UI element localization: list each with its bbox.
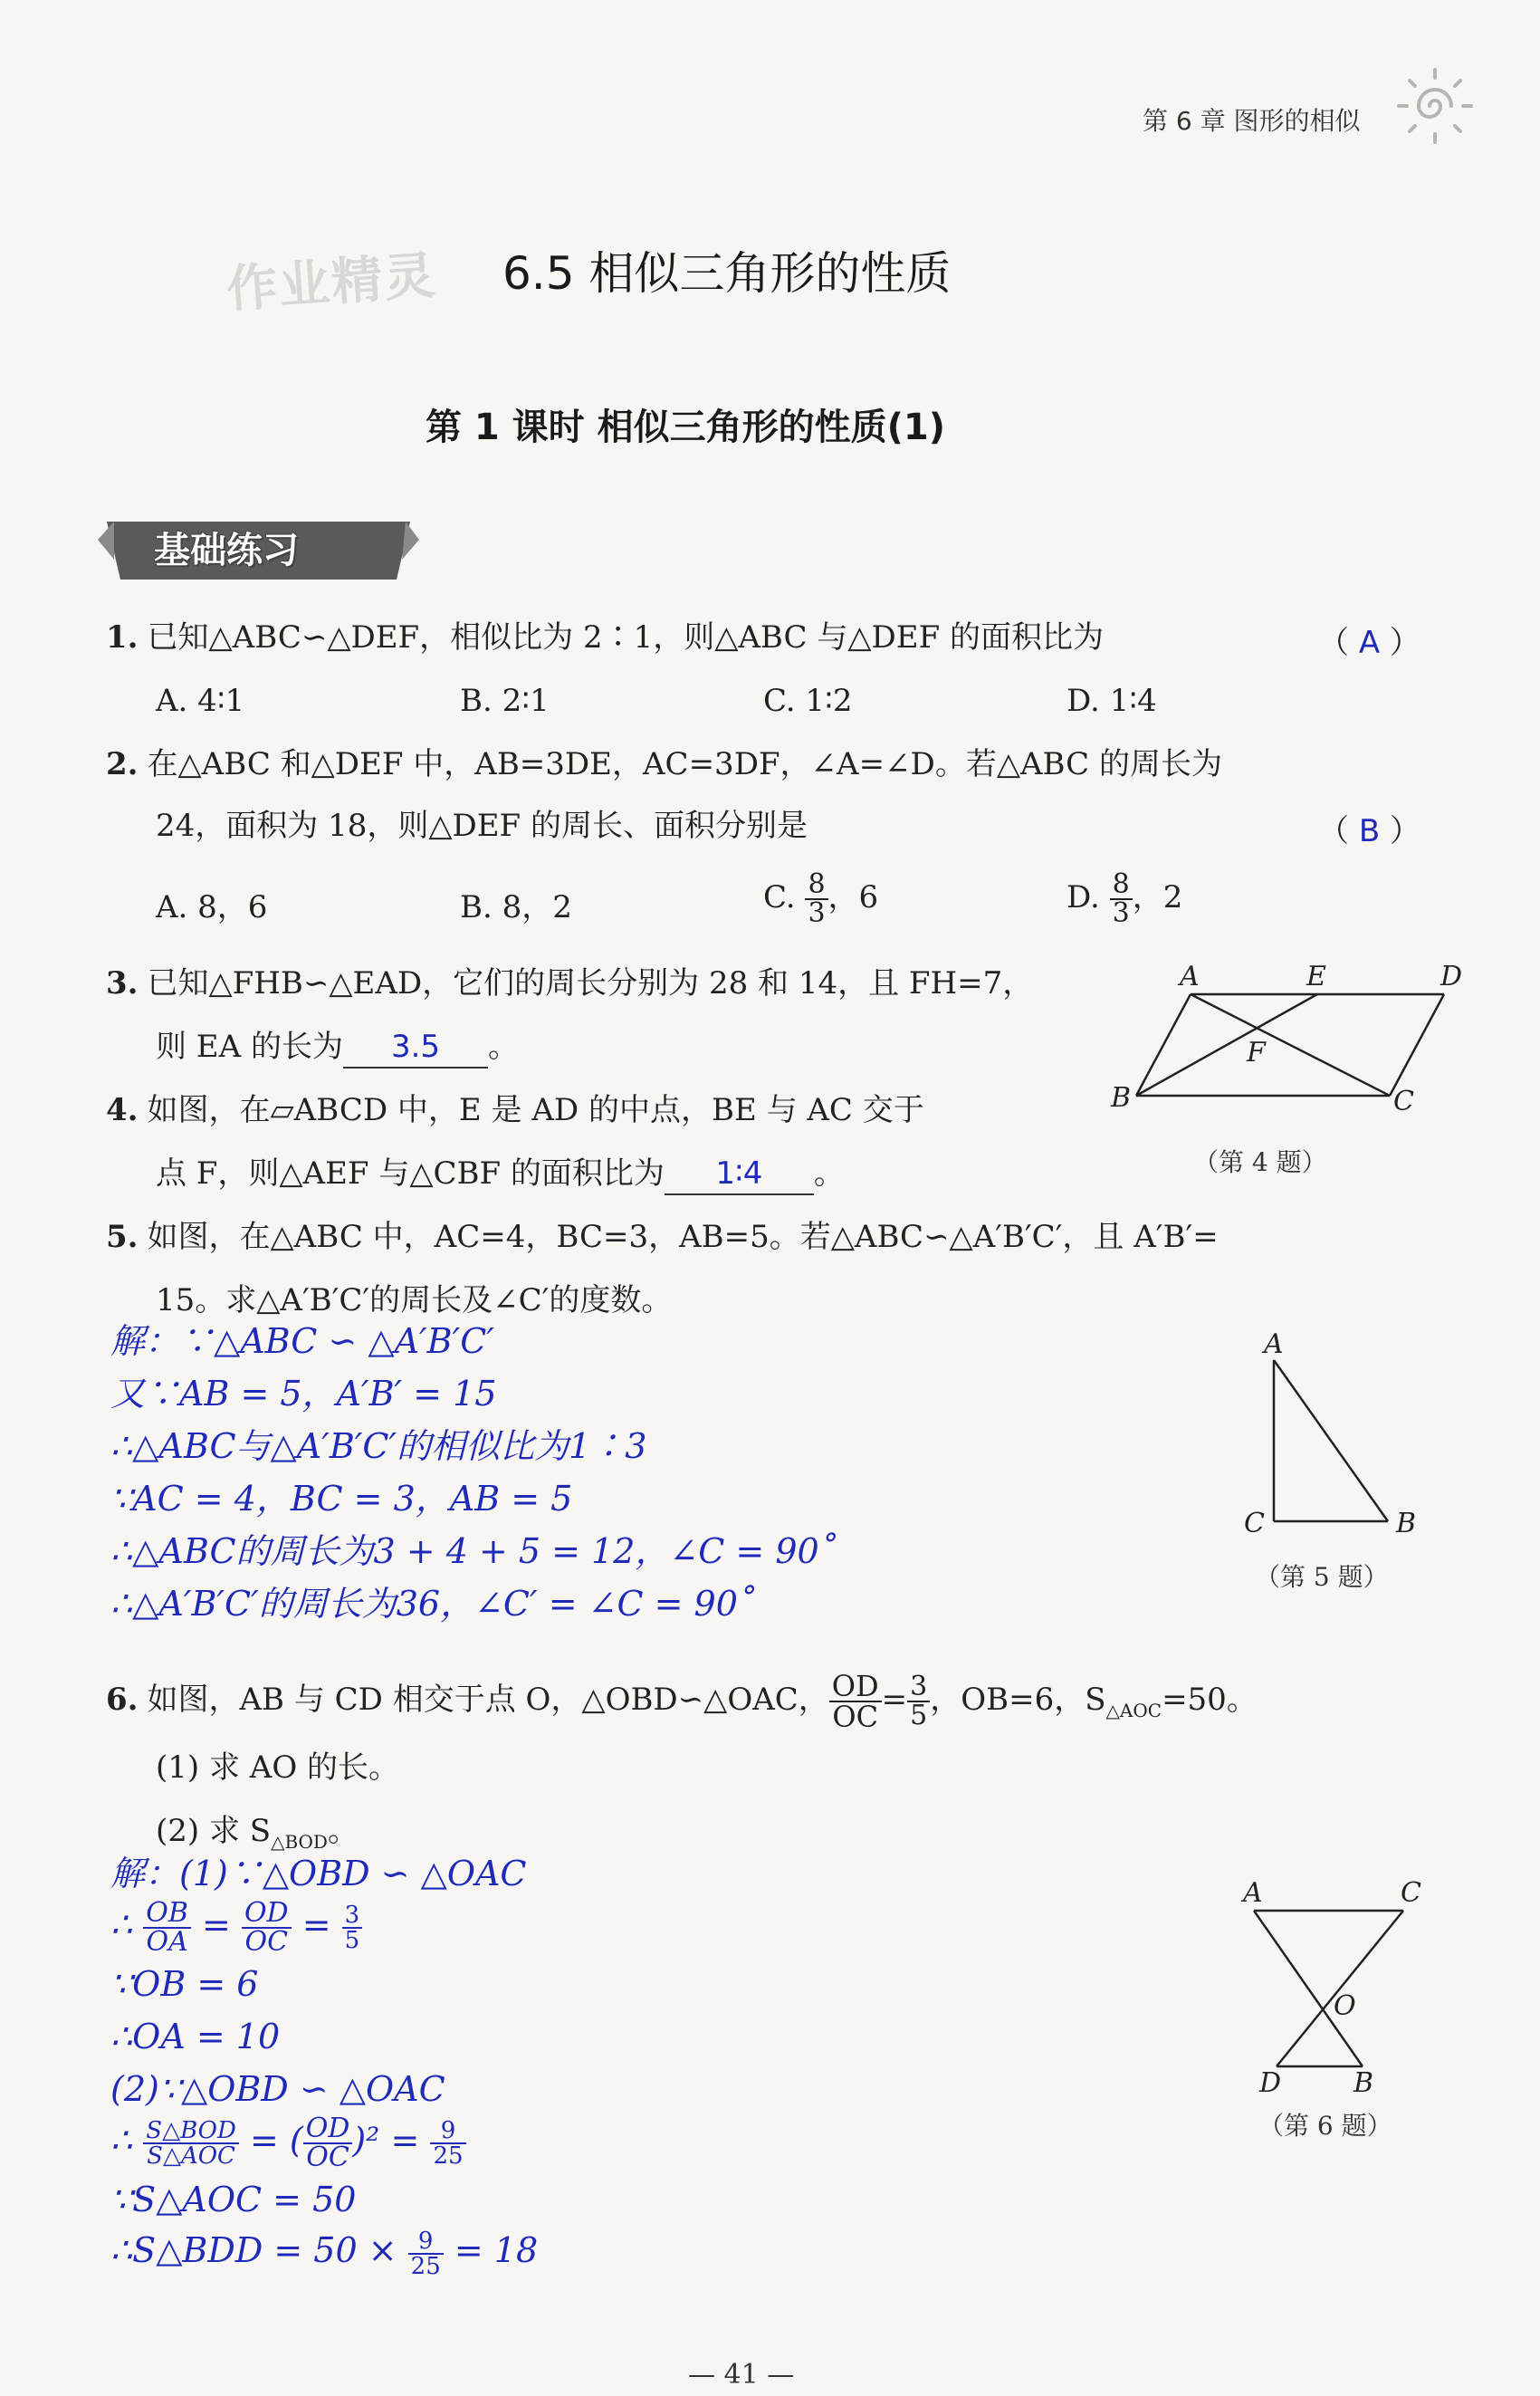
q6-sol-line4: ∴OA = 10 [110,2017,281,2056]
q5-solution-line: ∴△ABC与△A′B′C′的相似比为1∶3 [110,1426,647,1466]
q3-text-1: 已知△FHB∽△EAD，它们的周长分别为 28 和 14，且 FH=7， [147,965,1034,1002]
q6-number: 6. [106,1682,139,1718]
fig5-label-b: B [1396,1508,1417,1539]
q2-number: 2. [106,746,139,782]
q2-line1 [106,744,1222,784]
fig4-label-f: F [1247,1037,1266,1069]
q1-number: 1. [106,619,139,656]
q5-solution-line: ∵AC = 4，BC = 3，AB = 5 [110,1479,573,1519]
page-number: — 41 — [688,2359,795,2391]
chapter-header: 第 6 章 图形的相似 [1143,106,1361,136]
section-title: 6.5 相似三角形的性质 [502,247,952,300]
q3-number: 3. [106,965,139,1002]
q6-sol-line2: ∴ $\frac{OB}{OA}$ = $\frac{OD}{OC}$ = $\frac{3}{5}$ [110,1900,538,1956]
fig6-label-c: C [1401,1877,1421,1909]
q2-option-b: B. 8，2 [460,889,572,925]
q1-option-a: A. 4∶1 [156,683,245,719]
fig5-label-a: A [1264,1331,1284,1360]
q1-option-d: D. 1∶4 [1067,683,1157,719]
q6-solution [110,1851,538,2278]
q4-caption: （第 4 题） [1193,1147,1327,1177]
q4-line1 [106,1090,924,1130]
q5-solution-line: 又∵AB = 5，A′B′ = 15 [110,1374,497,1414]
figure-q4-parallelogram [1100,960,1462,1123]
fig6-label-d: D [1259,2067,1282,2099]
banner-label: 基础练习 [154,530,299,571]
fig6-label-b: B [1353,2067,1374,2099]
fig6-label-o: O [1334,1990,1356,2022]
q5-line1 [106,1217,1219,1257]
q6-sol-line6: ∴ $\frac{\text{S△BOD}}{\text{S△AOC}}$ = ( $\frac{OD}{OC}$ )² = $\frac{9}{25}$ [110,2115,538,2171]
q5-solution [110,1318,837,1626]
q1-answer-bracket: （ A ） [1318,625,1420,661]
q4-text-1: 如图，在▱ABCD 中，E 是 AD 的中点，BE 与 AC 交于 [147,1092,924,1128]
q6-sol-line8: ∴S△BDD = 50 × $\frac{9}{25}$ = 18 [110,2227,539,2280]
q2-line2: 24，面积为 18，则△DEF 的周长、面积分别是 [156,808,808,844]
q4-line2: 点 F，则△AEF 与△CBF 的面积比为 1∶4 。 [156,1154,845,1195]
fig4-label-d: D [1440,961,1462,992]
q6-sol-line1: 解：(1)∵△OBD ∽ △OAC [110,1854,527,1893]
q5-solution-line: ∴△A′B′C′的周长为36，∠C′ = ∠C = 90˚ [110,1584,755,1624]
fig4-label-e: E [1306,961,1326,992]
q1-stem [106,618,1104,657]
q4-number: 4. [106,1092,139,1128]
q2-answer: B [1358,813,1381,849]
q4-answer-blank: 1∶4 [665,1154,814,1195]
q5-text-1: 如图，在△ABC 中，AC=4，BC=3，AB=5。若△ABC∽△A′B′C′，且 A′B′= [147,1219,1219,1255]
watermark-logo: 作业精灵 [225,245,439,321]
q5-number: 5. [106,1219,139,1255]
q1-text: 已知△ABC∽△DEF，相似比为 2∶1，则△ABC 与△DEF 的面积比为 [147,619,1104,656]
q5-caption: （第 5 题） [1255,1562,1389,1592]
q3-line1 [106,963,1033,1003]
q6-sol-line3: ∵OB = 6 [110,1964,259,2004]
fig4-label-a: A [1180,961,1200,992]
fig4-label-b: B [1111,1082,1132,1114]
q3-line2: 则 EA 的长为 3.5 。 [156,1027,519,1069]
sun-swirl-icon [1394,65,1476,147]
lesson-title: 第 1 课时 相似三角形的性质(1) [426,407,946,448]
q1-option-c: C. 1∶2 [763,683,853,719]
q6-sol-line5: (2)∵△OBD ∽ △OAC [110,2069,445,2109]
q6-part1: (1) 求 AO 的长。 [156,1749,400,1786]
q5-line2: 15。求△A′B′C′的周长及∠C′的度数。 [156,1282,673,1318]
fig6-label-a: A [1243,1877,1263,1909]
q1-answer: A [1358,625,1381,661]
fig4-label-c: C [1393,1086,1414,1117]
q5-solution-line: ∴△ABC的周长为3 + 4 + 5 = 12，∠C = 90˚ [110,1531,837,1571]
q2-option-d: D. $\frac{8}{3}$ ，2 [1067,868,1183,929]
q6-stem: 6. 如图，AB 与 CD 相交于点 O，△OBD∽△OAC， $\frac{OD}{OC}$ = $\frac{3}{5}$ ，OB=6，$S_{\triangle AOC}=50$。 [106,1669,1258,1734]
q2-option-c: C. $\frac{8}{3}$ ，6 [763,868,879,929]
q6-caption: （第 6 题） [1258,2111,1392,2141]
fig5-label-c: C [1244,1508,1265,1539]
q6-part2: (2) 求 $S_{\triangle BOD}$。 [156,1813,359,1853]
q2-text-1: 在△ABC 和△DEF 中，AB=3DE，AC=3DF，∠A=∠D。若△ABC 的周长为 [147,746,1222,782]
q2-answer-bracket: （ B ） [1318,813,1420,849]
figure-q6-hourglass [1236,1865,1444,2101]
q6-sol-line7: ∵S△AOC = 50 [110,2180,357,2219]
q2-option-a: A. 8，6 [156,889,268,925]
q5-solution-line: 解：∵△ABC ∽ △A′B′C′ [110,1321,494,1361]
q1-option-b: B. 2∶1 [460,683,550,719]
q3-answer-blank: 3.5 [343,1027,488,1069]
figure-q5-triangle [1231,1331,1430,1548]
